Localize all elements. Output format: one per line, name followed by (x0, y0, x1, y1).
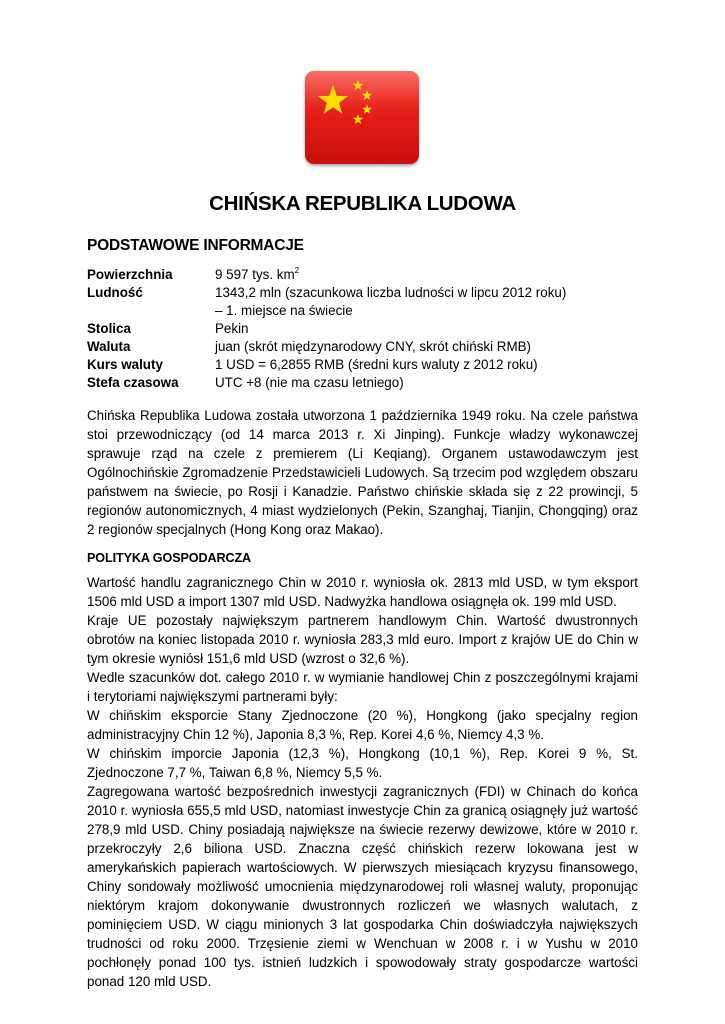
info-row-timezone (87, 374, 647, 392)
flag-stars-icon (305, 71, 419, 164)
economic-policy-heading: POLITYKA GOSPODARCZA (87, 551, 252, 565)
info-value: Pekin (215, 321, 249, 336)
small-star-icon (353, 114, 363, 124)
info-value: – 1. miejsce na świecie (215, 303, 353, 318)
basic-info-table (87, 266, 647, 392)
paragraph: Zagregowana wartość bezpośrednich inwestycji zagranicznych (FDI) w Chinach do końca 2010 r. wyniosła 655,5 mld USD, natomiast inwestycje Chin za granicą osiągnęły już wartość 278,9 mld USD. Chiny posiadają największe na świecie rezerwy dewizowe, które w 2010 r. przekroczyły 2,6 biliona USD. Znaczna część chińskich rezerw lokowana jest w amerykańskich papierach wartościowych. W pierwszych miesiącach kryzysu finansowego, Chiny sondowały możliwość umocnienia międzynarodowej roli własnej waluty, proponując niektórym krajom dokonywanie dwustronnych rozliczeń we własnych walutach, z pominięciem USD. W ciągu minionych 3 lat gospodarka Chin doświadczyła największych trudności od roku 2000. Trzęsienie ziemi w Wenchuan w 2008 r. i w Yushu w 2010 pochłonęły ponad 100 tys. istnień ludzkich i spowodowały straty gospodarcze wartości ponad 120 mld USD. (87, 784, 638, 989)
paragraph: Wedle szacunków dot. całego 2010 r. w wymianie handlowej Chin z poszczególnymi krajami i terytoriami największymi partnerami były: (87, 670, 638, 704)
info-value: 1 USD = 6,2855 RMB (średni kurs waluty z 2012 roku) (215, 357, 538, 372)
large-star-icon (318, 85, 348, 114)
info-row-area (87, 266, 647, 284)
info-row-exchange-rate (87, 356, 647, 374)
info-row-population-rank (87, 302, 647, 320)
flag (305, 71, 419, 164)
small-star-icon (353, 80, 363, 90)
info-row-currency (87, 338, 647, 356)
small-star-icon (362, 90, 372, 100)
info-label: Powierzchnia (87, 267, 173, 282)
page-title: CHIŃSKA REPUBLIKA LUDOWA (209, 192, 516, 215)
info-label: Kurs waluty (87, 357, 163, 372)
china-flag-image (305, 71, 419, 164)
basic-info-heading: PODSTAWOWE INFORMACJE (87, 237, 304, 254)
info-value: UTC +8 (nie ma czasu letniego) (215, 375, 404, 390)
superscript: 2 (294, 266, 300, 275)
info-label (87, 302, 215, 320)
info-label: Waluta (87, 339, 131, 354)
info-row-capital (87, 320, 647, 338)
paragraph: W chińskim imporcie Japonia (12,3 %), Hongkong (10,1 %), Rep. Korei 9 %, St. Zjednoczone 7,7 %, Taiwan 6,8 %, Niemcy 5,5 %. (87, 746, 638, 780)
small-star-icon (362, 104, 372, 114)
info-value: juan (skrót międzynarodowy CNY, skrót chiński RMB) (215, 339, 532, 354)
info-label: Stolica (87, 321, 131, 336)
info-row-population (87, 284, 647, 302)
paragraph: Kraje UE pozostały największym partnerem handlowym Chin. Wartość dwustronnych obrotów na koniec listopada 2010 r. wyniosła 283,3 mld euro. Import z krajów UE do Chin w tym okresie wyniósł 151,6 mld USD (wzrost o 32,6 %). (87, 613, 638, 666)
intro-paragraph: Chińska Republika Ludowa została utworzona 1 października 1949 roku. Na czele państwa stoi przewodniczący (od 14 marca 2013 r. Xi Jinping). Funkcje władzy wykonawczej sprawuje rząd na czele z premierem (Li Keqiang). Organem ustawodawczym jest Ogólnochińskie Zgromadzenie Przedstawicieli Ludowych. Są trzecim pod względem obszaru państwem na świecie, po Rosji i Kanadzie. Państwo chińskie składa się z 22 prowincji, 5 regionów autonomicznych, 4 miast wydzielonych (Pekin, Szanghaj, Tianjin, Chongqing) oraz 2 regionów specjalnych (Hong Kong oraz Makao). (87, 408, 638, 537)
paragraph: Wartość handlu zagranicznego Chin w 2010 r. wyniosła ok. 2813 mld USD, w tym eksport 1506 mld USD a import 1307 mld USD. Nadwyżka handlowa osiągnęła ok. 199 mld USD. (87, 575, 638, 609)
paragraph: W chińskim eksporcie Stany Zjednoczone (20 %), Hongkong (jako specjalny region administracyjny Chin 12 %), Japonia 8,3 %, Rep. Korei 4,6 %, Niemcy 4,3 %. (87, 708, 638, 742)
info-value: 9 597 tys. $km^2$ (215, 266, 300, 282)
info-value: 1343,2 mln (szacunkowa liczba ludności w lipcu 2012 roku) (215, 285, 567, 300)
economic-policy-body (87, 573, 638, 991)
info-label: Ludność (87, 285, 143, 300)
info-label: Stefa czasowa (87, 375, 179, 390)
